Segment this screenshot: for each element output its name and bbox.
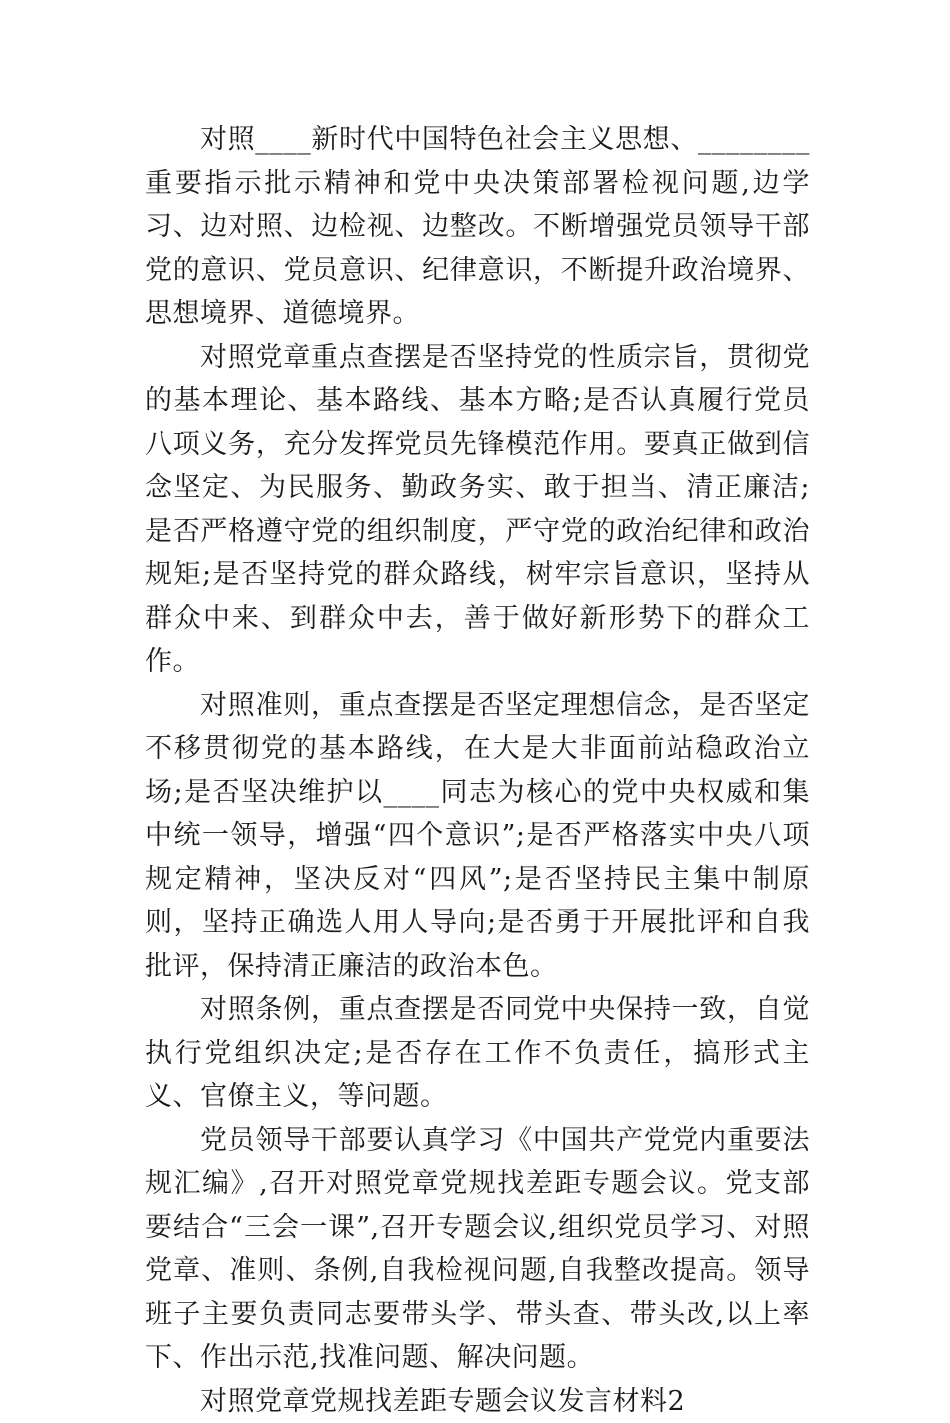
paragraph-2: 对照党章重点查摆是否坚持党的性质宗旨，贯彻党的基本理论、基本路线、基本方略;是否认真履行党员八项义务，充分发挥党员先锋模范作用。要真正做到信念坚定、为民服务、勤政务实、敢于担当、清正廉洁;是否严格遵守党的组织制度，严守党的政治纪律和政治规矩;是否坚持党的群众路线，树牢宗旨意识，坚持从群众中来、到群众中去，善于做好新形势下的群众工作。 (145, 336, 810, 684)
paragraph-1: 对照____新时代中国特色社会主义思想、________重要指示批示精神和党中央决策部署检视问题,边学习、边对照、边检视、边整改。不断增强党员领导干部党的意识、党员意识、纪律意识，不断提升政治境界、思想境界、道德境界。 (145, 118, 810, 336)
section-title: 对照党章党规找差距专题会议发言材料2 (145, 1380, 810, 1423)
paragraph-5: 党员领导干部要认真学习《中国共产党党内重要法规汇编》,召开对照党章党规找差距专题会议。党支部要结合“三会一课”,召开专题会议,组织党员学习、对照党章、准则、条例,自我检视问题,自我整改提高。领导班子主要负责同志要带头学、带头查、带头改,以上率下、作出示范,找准问题、解决问题。 (145, 1119, 810, 1380)
document-body (145, 118, 810, 1423)
paragraph-3: 对照准则，重点查摆是否坚定理想信念，是否坚定不移贯彻党的基本路线，在大是大非面前站稳政治立场;是否坚决维护以____同志为核心的党中央权威和集中统一领导，增强“四个意识”;是否严格落实中央八项规定精神，坚决反对“四风”;是否坚持民主集中制原则，坚持正确选人用人导向;是否勇于开展批评和自我批评，保持清正廉洁的政治本色。 (145, 684, 810, 989)
paragraph-4: 对照条例，重点查摆是否同党中央保持一致，自觉执行党组织决定;是否存在工作不负责任，搞形式主义、官僚主义，等问题。 (145, 988, 810, 1119)
